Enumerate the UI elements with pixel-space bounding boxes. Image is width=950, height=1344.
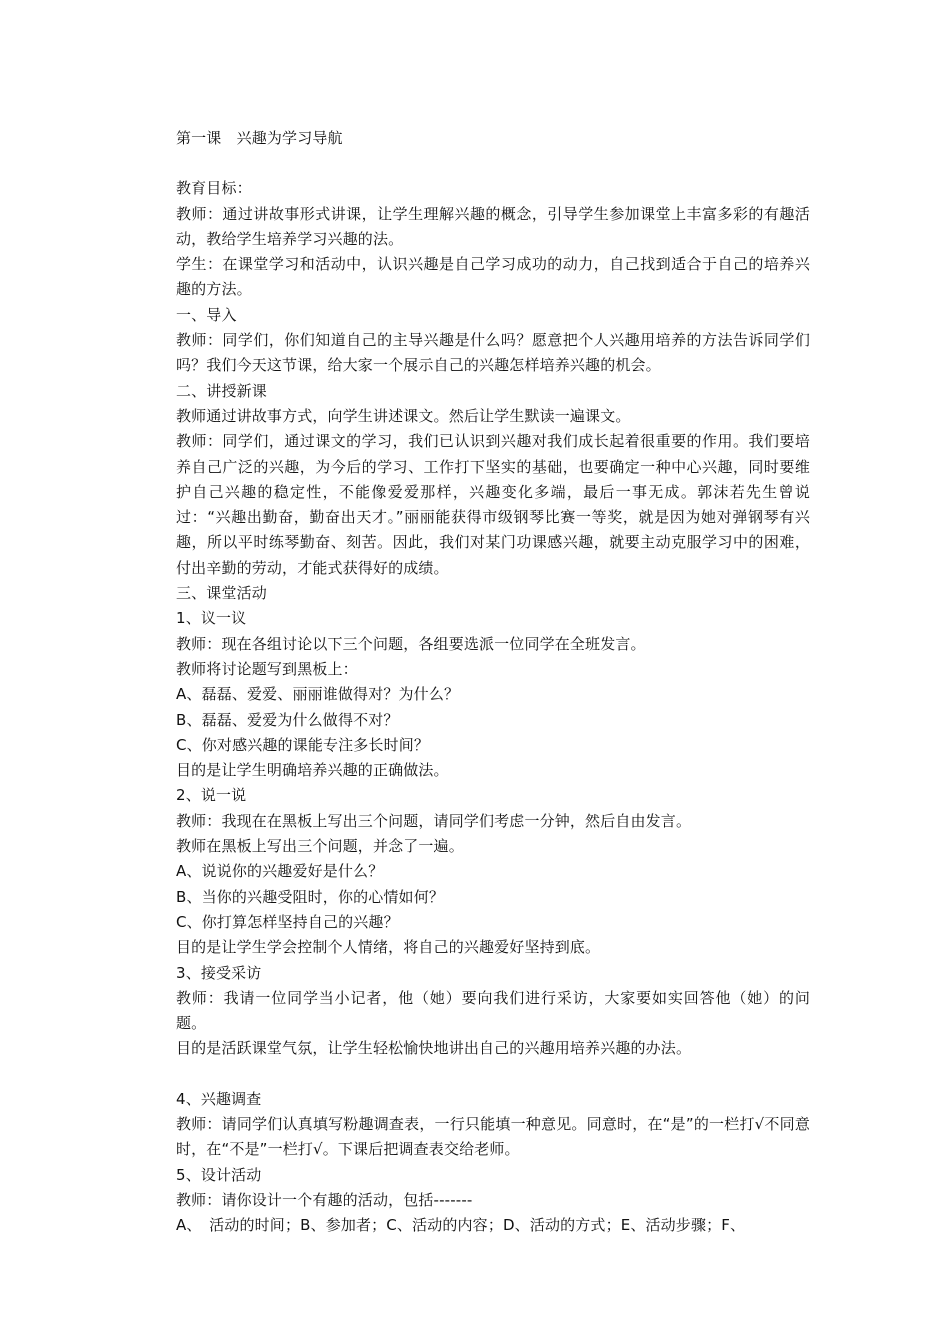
paragraph: 教师通过讲故事方式，向学生讲述课文。然后让学生默读一遍课文。 (176, 406, 631, 425)
paragraph: 教师在黑板上写出三个问题，并念了一遍。 (176, 837, 464, 856)
paragraph: 教师：请同学们认真填写粉趣调查表，一行只能填一种意见。同意时，在“是”的一栏打√不同意时，在“不是”一栏打√。下课后把调查表交给老师。 (176, 1114, 810, 1159)
paragraph: 目的是让学生明确培养兴趣的正确做法。 (176, 761, 449, 780)
section-heading: 一、导入 (176, 305, 237, 324)
sub-heading: 2、说一说 (176, 786, 247, 805)
section-heading: 三、课堂活动 (176, 584, 267, 603)
paragraph: 目的是让学生学会控制个人情绪，将自己的兴趣爱好坚持到底。 (176, 938, 601, 957)
blank-line (176, 1062, 810, 1087)
list-item: C、你对感兴趣的课能专注多长时间？ (176, 735, 430, 754)
list-item: A、磊磊、爱爱、丽丽谁做得对？为什么？ (176, 685, 460, 704)
paragraph: 教育目标： (176, 179, 252, 198)
paragraph: 教师：通过讲故事形式讲课，让学生理解兴趣的概念，引导学生参加课堂上丰富多彩的有趣活动，教给学生培养学习兴趣的法。 (176, 204, 810, 248)
paragraph: 教师：现在各组讨论以下三个问题，各组要选派一位同学在全班发言。 (176, 634, 646, 653)
paragraph: 教师：同学们，通过课文的学习，我们已认识到兴趣对我们成长起着很重要的作用。我们要培养自己广泛的兴趣，为今后的学习、工作打下坚实的基础，也要确定一种中心兴趣，同时要维护自己兴趣的稳定性，不能像爱爱那样，兴趣变化多端，最后一事无成。郭沫若先生曾说过：“兴趣出勤奋，勤奋出天才。”丽丽能获得市级钢琴比赛一等奖，就是因为她对弹钢琴有兴趣，所以平时练琴勤奋、刻苦。因此，我们对某门功课感兴趣，就要主动克服学习中的困难，付出辛勤的劳动，才能式获得好的成绩。 (176, 432, 810, 577)
sub-heading: 5、设计活动 (176, 1165, 262, 1184)
sub-heading: 1、议一议 (176, 609, 247, 628)
sub-heading: 3、接受采访 (176, 963, 262, 982)
sub-heading: 4、兴趣调查 (176, 1089, 262, 1108)
paragraph: 教师：我现在在黑板上写出三个问题，请同学们考虑一分钟，然后自由发言。 (176, 811, 692, 830)
paragraph: A、 活动的时间；B、参加者；C、活动的内容；D、活动的方式；E、活动步骤；F、 (176, 1216, 746, 1235)
list-item: B、磊磊、爱爱为什么做得不对？ (176, 710, 399, 729)
document-page (176, 126, 810, 1238)
paragraph: 学生：在课堂学习和活动中，认识兴趣是自己学习成功的动力，自己找到适合于自己的培养兴趣的方法。 (176, 255, 810, 299)
lesson-title: 第一课 兴趣为学习导航 (176, 129, 343, 147)
section-heading: 二、讲授新课 (176, 381, 267, 400)
paragraph: 目的是活跃课堂气氛，让学生轻松愉快地讲出自己的兴趣用培养兴趣的办法。 (176, 1039, 692, 1058)
list-item: A、说说你的兴趣爱好是什么？ (176, 862, 384, 881)
paragraph: 教师：同学们，你们知道自己的主导兴趣是什么吗？愿意把个人兴趣用培养的方法告诉同学们吗？我们今天这节课，给大家一个展示自己的兴趣怎样培养兴趣的机会。 (176, 331, 810, 375)
paragraph: 教师：我请一位同学当小记者，他（她）要向我们进行采访，大家要如实回答他（她）的问题。 (176, 988, 810, 1033)
paragraph: 教师将讨论题写到黑板上： (176, 659, 358, 678)
list-item: B、当你的兴趣受阻时，你的心情如何？ (176, 887, 444, 906)
list-item: C、你打算怎样坚持自己的兴趣？ (176, 912, 399, 931)
paragraph: 教师：请你设计一个有趣的活动，包括------- (176, 1190, 473, 1209)
